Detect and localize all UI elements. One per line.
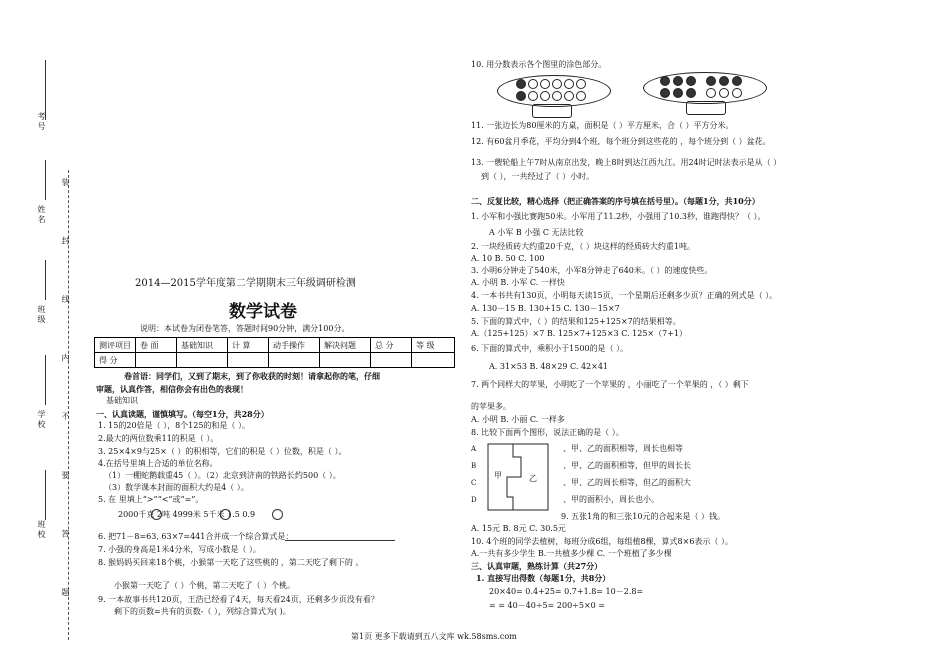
fraction-answer-box-1[interactable] (532, 104, 572, 118)
calc-row-2: = = 40－40÷5= 200÷5×0 = (489, 601, 605, 610)
c8-letter-a: A (471, 445, 477, 453)
score-input[interactable] (412, 353, 455, 368)
score-input[interactable] (320, 353, 371, 368)
c9-options: A. 15元 B. 8元 C. 30.5元 (471, 524, 566, 533)
sec1-title: 一、认真读题，谨慎填写。（每空1分，共28分） (96, 409, 269, 419)
c7-b: 的苹果多。 (471, 402, 511, 411)
seal-line-text: 装 封 线 内 不 要 答 题 (61, 178, 70, 620)
c1: 1. 小军和小强比赛跑50米。小军用了11.2秒，小强用了10.3秒，谁跑得快？（ ）。 (471, 212, 766, 221)
empty-circle (552, 91, 562, 101)
shaded-circle (660, 88, 670, 98)
figure-label-jia: 甲 (494, 471, 502, 480)
empty-circle (719, 88, 729, 98)
c7: 7. 两个同样大的苹果，小明吃了一个苹果的 ，小丽吃了一个苹果的 ，（ ）剩下 (471, 380, 749, 389)
c9: 9. 五张1角的和三张10元的合起来是（ ）钱。 (561, 512, 725, 521)
empty-circle (540, 91, 550, 101)
preface-line-1: 卷首语：同学们，又到了期末，到了你收获的时刻！请拿起你的笔，仔细 (124, 371, 380, 381)
shaded-circle (719, 76, 729, 86)
shaded-circle (732, 76, 742, 86)
c8-letter-b: B (471, 462, 477, 470)
q10: 10. 用分数表示各个图里的涂色部分。 (471, 60, 607, 69)
score-row-header (95, 338, 455, 353)
shaded-circle (686, 88, 696, 98)
section-basic: 基础知识 (106, 396, 138, 405)
empty-circle (552, 79, 562, 89)
empty-circle (706, 88, 716, 98)
c7-options: A. 小明 B. 小丽 C. 一样多 (471, 415, 565, 424)
score-cell: 总 分 (371, 338, 412, 353)
c8-option-c: 、甲、乙的周长相等，但乙的面积大 (563, 478, 691, 487)
c2-options: A. 10 B. 50 C. 100 (471, 254, 545, 263)
shaded-circle (516, 79, 526, 89)
empty-circle (576, 79, 586, 89)
score-row-values (95, 353, 455, 368)
banji-label: 班级 (37, 305, 46, 325)
calc-title: 1. 直接写出得数（每题1分，共8分） (476, 573, 611, 583)
q12: 12. 有60盆月季花，平均分到4个班，每个班分到这些花的 ，每个班分到（ ）盆花。 (471, 137, 771, 146)
shaded-circle (686, 76, 696, 86)
score-cell: 基础知识 (177, 338, 228, 353)
score-cell: 测评项目 (95, 338, 136, 353)
c2: 2. 一块经质砖大约重20千克，（ ）块这样的经质砖大约重1吨。 (471, 242, 695, 251)
q4-1: （1）一棚蛇鹅载重45（ ）。（2）北京到济南的铁路长约500（ ）。 (104, 471, 341, 480)
empty-circle (732, 88, 742, 98)
page-footer: 第1页 更多下载请到五八文库 wk.58sms.com (351, 632, 517, 641)
empty-circle (576, 91, 586, 101)
q6: 6. 把71－8=63, 63×7=441合并成一个综合算式是： (98, 532, 294, 541)
q13: 13. 一艘轮船上午7时从南京出发，晚上8时到达江西九江。用24时记时法表示是从（ ） (471, 158, 782, 167)
score-cell: 解决问题 (320, 338, 371, 353)
score-table (94, 337, 455, 368)
instructions: 说明：本试卷为闭卷笔答，答题时间90分钟，满分100分。 (140, 324, 350, 333)
c6: 6. 下面的算式中，乘积小于1500的是（ ）。 (471, 344, 629, 353)
c10-options: A.一共有多少学生 B.一共植多少棵 C. 一个班植了多少棵 (471, 549, 672, 558)
year-title: 2014—2015学年度第二学期期末三年级调研检测 (135, 278, 356, 289)
score-cell: 得 分 (95, 353, 136, 368)
c4-options: A. 130－15 B. 130+15 C. 130－15×7 (471, 304, 620, 313)
shaded-circle (673, 76, 683, 86)
empty-circle (528, 79, 538, 89)
c8-option-d: 、甲的面积小，周长也小。 (563, 495, 659, 504)
c8-option-b: 、甲、乙的面积相等，但甲的周长长 (563, 461, 691, 470)
c4: 4. 一本书共有130页，小明每天读15页，一个星期后还剩多少页？正确的列式是（ ）。 (471, 291, 778, 300)
kaohao-label: 考号 (37, 112, 46, 132)
q9-b: 剩下的页数=共有的页数-（ ），列综合算式为( )。 (114, 607, 291, 616)
c8-letter-c: C (471, 479, 477, 487)
score-input[interactable] (371, 353, 412, 368)
c6-options: A. 31×53 B. 48×29 C. 42×41 (489, 362, 609, 371)
c3-options: A. 小明 B. 小军 C. 一样快 (471, 278, 565, 287)
score-cell: 动手操作 (269, 338, 320, 353)
empty-circle (528, 91, 538, 101)
q11: 11. 一张边长为80厘米的方桌，面积是（ ）平方厘米，合（ ）平方分米。 (471, 121, 734, 130)
preface-line-2: 审题，认真作答，相信你会有出色的表现！ (96, 384, 248, 394)
q13-b: 到（ ），一共经过了（ ）小时。 (481, 172, 595, 181)
q5: 5. 在 里填上“>”“<”或“=”。 (98, 495, 204, 504)
c8-letter-d: D (471, 496, 477, 504)
q6-answer-line[interactable] (285, 540, 395, 541)
c5: 5. 下面的算式中，（ ）的结果和125+125×7的结果相等。 (471, 317, 681, 326)
compare-circle[interactable] (220, 509, 231, 520)
q3: 3. 25×4×9与25×（ ）的积相等，它们的积是（ ）位数，积是（ ）。 (98, 447, 347, 456)
q4: 4.在括号里填上合适的单位名称。 (98, 459, 218, 468)
c8-option-a: 、甲、乙的面积相等，周长也相等 (563, 444, 683, 453)
shaded-circle (706, 76, 716, 86)
q8-b: 小猴第一天吃了（ ）个桃，第二天吃了（ ）个桃。 (114, 581, 296, 590)
empty-circle (564, 91, 574, 101)
calc-row-1: 20×40= 0.4+25= 0.7+1.8= 10－2.8= (489, 587, 644, 596)
c10: 10. 4个班的同学去植树，每班分成6组，每组植8棵，算式8×6表示（ ）。 (471, 537, 733, 546)
shaded-circle (673, 88, 683, 98)
main-title: 数学试卷 (229, 302, 297, 322)
fraction-answer-box-2[interactable] (686, 101, 726, 115)
empty-circle (540, 79, 550, 89)
score-input[interactable] (136, 353, 177, 368)
sec2-title: 二、反复比较，精心选择（把正确答案的序号填在括号里）。（每题1分，共10分） (471, 196, 760, 206)
q4-3: （3）数学课本封面的面积大约是4（ ）。 (104, 483, 249, 492)
score-input[interactable] (269, 353, 320, 368)
score-cell: 卷 面 (136, 338, 177, 353)
banxiao-label: 班校 (37, 520, 46, 540)
shaded-circle (660, 76, 670, 86)
c1-options: A 小军 B 小强 C 无法比较 (489, 228, 584, 237)
c8: 8. 比较下面两个图形，说法正确的是（ ）。 (471, 428, 624, 437)
q8: 8. 猴妈妈买回来18个桃，小猴第一天吃了这些桃的 ，第二天吃了剩下的 。 (98, 558, 364, 567)
xuexiao-label: 学校 (37, 410, 46, 430)
compare-circle[interactable] (272, 509, 283, 520)
shaded-circle (516, 91, 526, 101)
q5-items: 2000千克 2吨 4999米 5千米 1.5 0.9 (118, 510, 256, 519)
score-input[interactable] (177, 353, 228, 368)
q1: 1. 15的20倍是（ ），8个125的和是（ ）。 (98, 421, 250, 430)
compare-circle[interactable] (151, 509, 162, 520)
score-cell: 计 算 (228, 338, 269, 353)
q9: 9. 一本故事书共120页，王浩已经看了4天，每天看24页，还剩多少页没有看？ (98, 595, 379, 604)
score-input[interactable] (228, 353, 269, 368)
empty-circle (564, 79, 574, 89)
c3: 3. 小明6分钟走了540米，小军8分钟走了640米。（ ）的速度快些。 (471, 266, 713, 275)
q2: 2.最大的两位数乘11的积是（ ）。 (98, 434, 219, 443)
xingming-label: 姓名 (37, 205, 46, 225)
sec3-title: 三、认真审题，熟练计算（共27分） (471, 561, 603, 571)
score-cell: 等 级 (412, 338, 455, 353)
figure-label-yi: 乙 (529, 474, 537, 483)
c5-options: A.（125+125）×7 B. 125×7+125×3 C. 125×（7+1） (471, 329, 688, 338)
q7: 7. 小强的身高是1米4分米，写成小数是（ ）。 (98, 545, 261, 554)
